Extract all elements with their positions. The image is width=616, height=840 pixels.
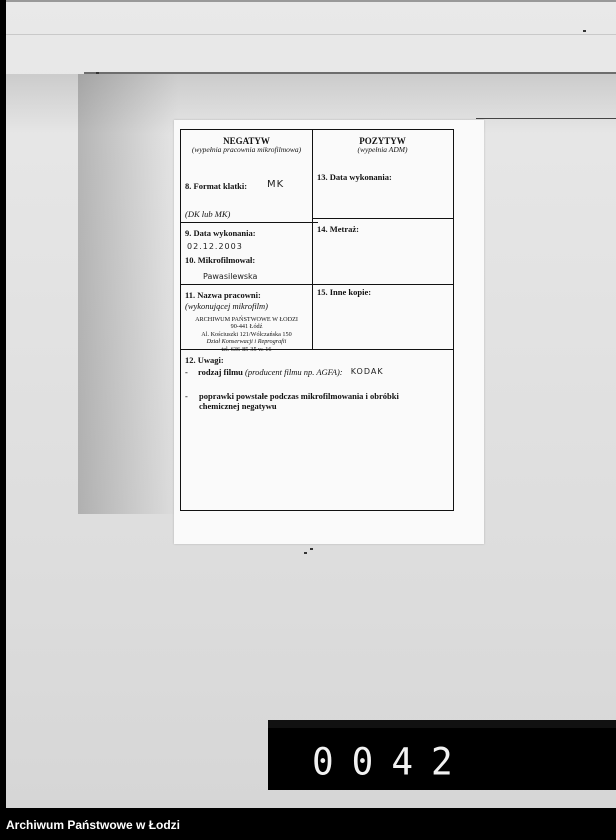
data-wykonania-pozytyw-label: 13. Data wykonania: xyxy=(317,172,392,182)
archive-stamp xyxy=(181,316,312,353)
scan-line xyxy=(6,34,616,35)
uwagi-item-film xyxy=(185,368,445,378)
scan-edge xyxy=(6,0,616,2)
negatyw-subtitle: (wypełnia pracownia mikrofilmowa) xyxy=(191,145,302,155)
negatyw-header xyxy=(181,136,312,155)
inne-kopie-label: 15. Inne kopie: xyxy=(317,287,372,297)
bullet: - xyxy=(185,391,188,401)
film-form xyxy=(180,129,454,511)
format-klatki-label: 8. Format klatki: xyxy=(185,181,248,191)
dust-speck xyxy=(96,72,99,74)
pozytyw-header xyxy=(312,136,453,155)
counter-frame xyxy=(268,720,616,728)
stamp-line: ARCHIWUM PAŃSTWOWE W ŁODZI xyxy=(195,316,298,323)
form-rule xyxy=(181,284,453,285)
data-wykonania-label: 9. Data wykonania: xyxy=(185,228,256,238)
format-klatki-hint: (DK lub MK) xyxy=(185,209,231,219)
negatyw-title: NEGATYW xyxy=(223,136,270,146)
poprawki-text: poprawki powstałe podczas mikrofilmowania i obróbki chemicznej negatywu xyxy=(199,391,399,411)
scan-line xyxy=(476,118,616,119)
stamp-line: Dział Konserwacji i Reprografii xyxy=(206,338,287,346)
mikrofilmowal-label: 10. Mikrofilmował: xyxy=(185,255,256,265)
form-rule xyxy=(312,218,453,219)
stamp-line: Al. Kościuszki 121/Wólczańska 150 xyxy=(201,330,292,338)
frame-counter-digits: 0042 xyxy=(312,740,471,785)
pozytyw-title: POZYTYW xyxy=(359,136,406,146)
stamp-line: 90-441 Łódź xyxy=(230,323,263,331)
film-label-card xyxy=(174,120,484,544)
mikrofilmowal-value: Pawasilewska xyxy=(203,272,258,281)
nazwa-pracowni-label: 11. Nazwa pracowni: xyxy=(185,290,261,300)
dust-speck xyxy=(310,548,313,550)
rodzaj-filmu-hint: (producent filmu np. AGFA): xyxy=(245,367,343,377)
form-rule xyxy=(181,222,318,223)
pozytyw-subtitle: (wypełnia ADM) xyxy=(357,145,408,155)
dust-speck xyxy=(304,552,307,554)
data-wykonania-value: 02.12.2003 xyxy=(187,242,243,251)
microfilm-scan xyxy=(6,0,616,808)
nazwa-pracowni-hint: (wykonującej mikrofilm) xyxy=(185,301,269,311)
stamp-line: tel. 636-85-35 w. 16 xyxy=(221,345,272,353)
format-klatki-value: MK xyxy=(267,179,285,190)
rodzaj-filmu-value: KODAK xyxy=(350,367,384,376)
bullet: - xyxy=(185,367,188,377)
uwagi-item-poprawki xyxy=(185,392,425,412)
rodzaj-filmu-label: rodzaj filmu xyxy=(197,367,243,377)
scan-shadow xyxy=(78,74,178,514)
uwagi-label: 12. Uwagi: xyxy=(185,355,224,365)
metraz-label: 14. Metraż: xyxy=(317,224,360,234)
archive-credit: Archiwum Państwowe w Łodzi xyxy=(6,818,181,832)
dust-speck xyxy=(583,30,586,32)
form-divider xyxy=(312,130,313,350)
